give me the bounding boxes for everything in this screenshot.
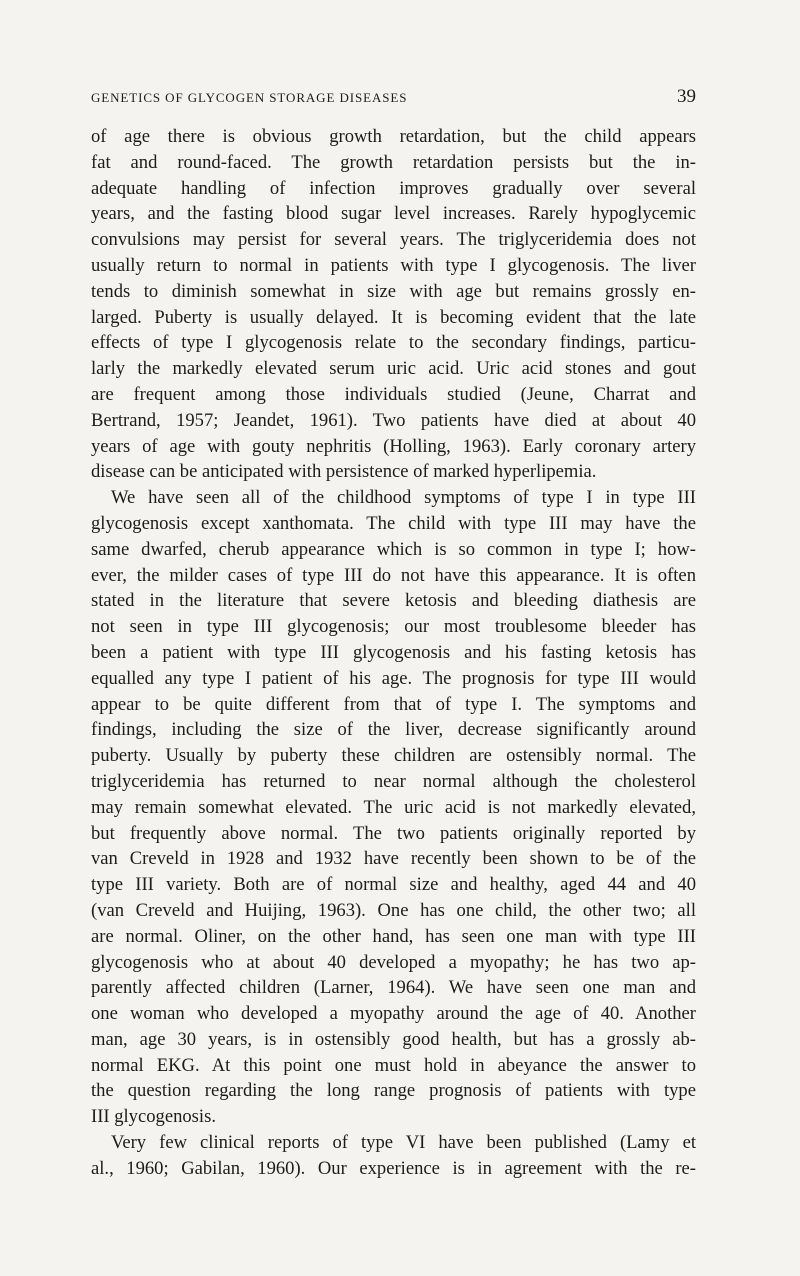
text-line: type III variety. Both are of normal size and healthy, aged 44 and 40 xyxy=(91,874,696,896)
text-line: (van Creveld and Huijing, 1963). One has one child, the other two; all xyxy=(91,899,696,921)
text-line: appear to be quite different from that of type I. The symptoms and xyxy=(91,693,696,715)
text-line: larged. Puberty is usually delayed. It is becoming evident that the late xyxy=(91,306,696,328)
body-text xyxy=(91,124,696,1182)
text-line: adequate handling of infection improves gradually over several xyxy=(91,177,696,199)
text-line: may remain somewhat elevated. The uric acid is not markedly elevated, xyxy=(91,796,696,818)
text-line: but frequently above normal. The two patients originally reported by xyxy=(91,822,696,844)
text-line: not seen in type III glycogenosis; our most troublesome bleeder has xyxy=(91,616,696,638)
text-line: years of age with gouty nephritis (Holling, 1963). Early coronary artery xyxy=(91,435,696,457)
text-line: ever, the milder cases of type III do not have this appearance. It is often xyxy=(91,564,696,586)
text-line: of age there is obvious growth retardation, but the child appears xyxy=(91,126,696,147)
text-line: glycogenosis who at about 40 developed a myopathy; he has two ap- xyxy=(91,951,696,973)
text-line: III glycogenosis. xyxy=(91,1106,216,1128)
running-head xyxy=(91,88,696,108)
text-line: triglyceridemia has returned to near normal although the cholesterol xyxy=(91,770,696,792)
text-line: tends to diminish somewhat in size with age but remains grossly en- xyxy=(91,280,696,302)
text-line: fat and round-faced. The growth retardation persists but the in- xyxy=(91,151,696,173)
text-line: man, age 30 years, is in ostensibly good health, but has a grossly ab- xyxy=(91,1028,696,1050)
text-line: are normal. Oliner, on the other hand, has seen one man with type III xyxy=(91,925,696,947)
text-line: one woman who developed a myopathy around the age of 40. Another xyxy=(91,1003,696,1025)
text-line: been a patient with type III glycogenosis and his fasting ketosis has xyxy=(91,641,696,663)
text-line: We have seen all of the childhood symptoms of type I in type III xyxy=(111,487,696,509)
text-line: effects of type I glycogenosis relate to the secondary findings, particu- xyxy=(91,332,696,354)
text-line: stated in the literature that severe ketosis and bleeding diathesis are xyxy=(91,590,696,612)
text-line: findings, including the size of the liver, decrease significantly around xyxy=(91,719,696,741)
text-line: convulsions may persist for several years. The triglyceridemia does not xyxy=(91,229,696,251)
text-line: Very few clinical reports of type VI have been published (Lamy et xyxy=(111,1132,696,1154)
text-line: years, and the fasting blood sugar level increases. Rarely hypoglycemic xyxy=(91,203,696,225)
running-title: GENETICS OF GLYCOGEN STORAGE DISEASES xyxy=(91,90,408,105)
text-line: normal EKG. At this point one must hold in abeyance the answer to xyxy=(91,1054,696,1076)
page-number: 39 xyxy=(677,86,696,107)
text-line: same dwarfed, cherub appearance which is so common in type I; how- xyxy=(91,538,696,560)
text-line: parently affected children (Larner, 1964). We have seen one man and xyxy=(91,977,696,999)
text-line: are frequent among those individuals studied (Jeune, Charrat and xyxy=(91,383,696,405)
text-line: usually return to normal in patients with type I glycogenosis. The liver xyxy=(91,254,696,276)
text-line: disease can be anticipated with persistence of marked hyperlipemia. xyxy=(91,461,597,483)
text-line: van Creveld in 1928 and 1932 have recently been shown to be of the xyxy=(91,848,696,870)
text-line: Bertrand, 1957; Jeandet, 1961). Two patients have died at about 40 xyxy=(91,409,696,431)
text-line: equalled any type I patient of his age. The prognosis for type III would xyxy=(91,667,696,689)
text-line: larly the markedly elevated serum uric acid. Uric acid stones and gout xyxy=(91,358,696,380)
text-line: al., 1960; Gabilan, 1960). Our experience is in agreement with the re- xyxy=(91,1157,696,1179)
text-line: puberty. Usually by puberty these children are ostensibly normal. The xyxy=(91,745,696,767)
text-line: the question regarding the long range prognosis of patients with type xyxy=(91,1080,696,1102)
text-line: glycogenosis except xanthomata. The child with type III may have the xyxy=(91,512,696,534)
